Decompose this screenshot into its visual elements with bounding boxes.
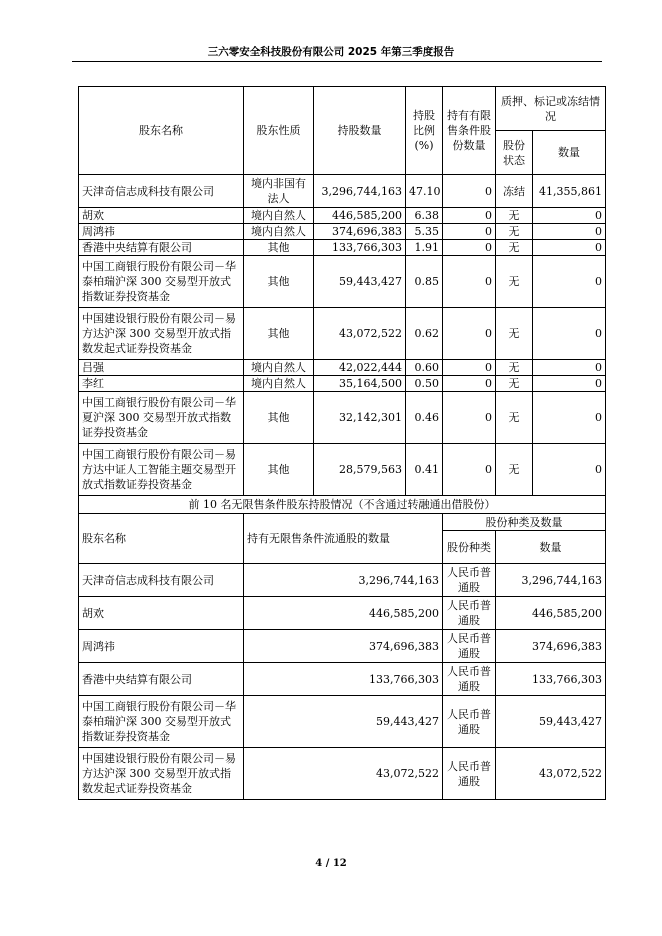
share-status-cell: 无: [496, 444, 533, 496]
unres-share-type-cell: 人民币普通股: [443, 696, 496, 748]
unrestricted-section-title-row: [79, 496, 606, 514]
shareholder-name-cell: 香港中央结算有限公司: [79, 240, 244, 256]
table-row: [79, 308, 606, 360]
share-ratio-cell: 0.60: [406, 360, 443, 376]
unres-quantity-cell: 446,585,200: [244, 597, 443, 630]
pledge-quantity-cell: 41,355,861: [533, 175, 606, 208]
pledge-quantity-cell: 0: [533, 308, 606, 360]
unres-shareholder-name-cell: 胡欢: [79, 597, 244, 630]
share-quantity-cell: 133,766,303: [314, 240, 406, 256]
shareholder-name-cell: 天津奇信志成科技有限公司: [79, 175, 244, 208]
unres-share-type-cell: 人民币普通股: [443, 663, 496, 696]
share-quantity-cell: 3,296,744,163: [314, 175, 406, 208]
unres-header-share-type: 股份种类: [443, 531, 496, 564]
header-divider: [72, 61, 602, 62]
header-pledge-group: 质押、标记或冻结情况: [496, 87, 606, 131]
unres-share-type-cell: 人民币普通股: [443, 748, 496, 800]
table-row: [79, 663, 606, 696]
share-ratio-cell: 0.46: [406, 392, 443, 444]
shareholder-nature-cell: 其他: [244, 240, 314, 256]
unres-type-quantity-cell: 133,766,303: [496, 663, 606, 696]
share-status-cell: 无: [496, 240, 533, 256]
share-ratio-cell: 0.50: [406, 376, 443, 392]
unres-shareholder-name-cell: 周鸿祎: [79, 630, 244, 663]
table-row: [79, 240, 606, 256]
shareholder-name-cell: 周鸿祎: [79, 224, 244, 240]
table-row: [79, 748, 606, 800]
header-share-quantity: 持股数量: [314, 87, 406, 175]
share-ratio-cell: 6.38: [406, 208, 443, 224]
unres-type-quantity-cell: 59,443,427: [496, 696, 606, 748]
unres-quantity-cell: 3,296,744,163: [244, 564, 443, 597]
table-row: [79, 256, 606, 308]
page-number: 4 / 12: [315, 858, 347, 869]
unrestricted-section-title: 前 10 名无限售条件股东持股情况（不含通过转融通出借股份）: [79, 496, 606, 514]
shareholder-name-cell: 李红: [79, 376, 244, 392]
table-row: [79, 208, 606, 224]
restricted-shares-cell: 0: [443, 175, 496, 208]
unres-quantity-cell: 374,696,383: [244, 630, 443, 663]
pledge-quantity-cell: 0: [533, 208, 606, 224]
share-ratio-cell: 0.62: [406, 308, 443, 360]
share-quantity-cell: 374,696,383: [314, 224, 406, 240]
table-row: [79, 630, 606, 663]
shareholder-nature-cell: 其他: [244, 308, 314, 360]
top10-header-row-1: [79, 87, 606, 131]
unrestricted-header-row-1: [79, 514, 606, 531]
share-quantity-cell: 43,072,522: [314, 308, 406, 360]
header-ratio-line1: 持股: [413, 109, 435, 122]
pledge-quantity-cell: 0: [533, 224, 606, 240]
shareholder-name-cell: 中国工商银行股份有限公司－易方达中证人工智能主题交易型开放式指数证券投资基金: [79, 444, 244, 496]
share-ratio-cell: 5.35: [406, 224, 443, 240]
restricted-shares-cell: 0: [443, 224, 496, 240]
pledge-quantity-cell: 0: [533, 376, 606, 392]
table-row: [79, 376, 606, 392]
restricted-shares-cell: 0: [443, 392, 496, 444]
shareholder-nature-cell: 其他: [244, 256, 314, 308]
share-quantity-cell: 28,579,563: [314, 444, 406, 496]
share-status-cell: 无: [496, 224, 533, 240]
restricted-shares-cell: 0: [443, 240, 496, 256]
restricted-shares-cell: 0: [443, 360, 496, 376]
share-ratio-cell: 47.10: [406, 175, 443, 208]
shareholder-nature-cell: 境内自然人: [244, 376, 314, 392]
unres-share-type-cell: 人民币普通股: [443, 630, 496, 663]
header-share-ratio: [406, 87, 443, 175]
shareholder-name-cell: 中国建设银行股份有限公司－易方达沪深 300 交易型开放式指数发起式证券投资基金: [79, 308, 244, 360]
pledge-quantity-cell: 0: [533, 256, 606, 308]
shareholder-name-cell: 中国工商银行股份有限公司－华夏沪深 300 交易型开放式指数证券投资基金: [79, 392, 244, 444]
unres-quantity-cell: 43,072,522: [244, 748, 443, 800]
unres-header-type-quantity: 数量: [496, 531, 606, 564]
share-ratio-cell: 0.41: [406, 444, 443, 496]
share-quantity-cell: 42,022,444: [314, 360, 406, 376]
header-shareholder-name: 股东名称: [79, 87, 244, 175]
share-status-cell: 无: [496, 256, 533, 308]
shareholder-nature-cell: 其他: [244, 444, 314, 496]
header-ratio-line3: (%): [414, 139, 434, 152]
unres-shareholder-name-cell: 中国建设银行股份有限公司－易方达沪深 300 交易型开放式指数发起式证券投资基金: [79, 748, 244, 800]
header-pledge-quantity: 数量: [533, 131, 606, 175]
shareholder-nature-cell: 其他: [244, 392, 314, 444]
restricted-shares-cell: 0: [443, 208, 496, 224]
share-status-cell: 冻结: [496, 175, 533, 208]
header-shareholder-nature: 股东性质: [244, 87, 314, 175]
unres-quantity-cell: 59,443,427: [244, 696, 443, 748]
shareholder-name-cell: 胡欢: [79, 208, 244, 224]
unres-header-shareholder-name: 股东名称: [79, 514, 244, 564]
shareholder-table: [78, 86, 606, 800]
shareholder-name-cell: 吕强: [79, 360, 244, 376]
pledge-quantity-cell: 0: [533, 360, 606, 376]
shareholder-nature-cell: 境内自然人: [244, 360, 314, 376]
share-quantity-cell: 35,164,500: [314, 376, 406, 392]
shareholder-nature-cell: 境内自然人: [244, 208, 314, 224]
share-quantity-cell: 446,585,200: [314, 208, 406, 224]
shareholder-nature-cell: 境内非国有法人: [244, 175, 314, 208]
unres-share-type-cell: 人民币普通股: [443, 597, 496, 630]
table-row: [79, 564, 606, 597]
unres-type-quantity-cell: 3,296,744,163: [496, 564, 606, 597]
table-row: [79, 175, 606, 208]
unres-type-quantity-cell: 374,696,383: [496, 630, 606, 663]
unres-shareholder-name-cell: 香港中央结算有限公司: [79, 663, 244, 696]
unres-type-quantity-cell: 43,072,522: [496, 748, 606, 800]
pledge-quantity-cell: 0: [533, 444, 606, 496]
unres-type-quantity-cell: 446,585,200: [496, 597, 606, 630]
header-ratio-line2: 比例: [413, 124, 435, 137]
unres-header-quantity: 持有无限售条件流通股的数量: [244, 514, 443, 564]
shareholder-name-cell: 中国工商银行股份有限公司－华泰柏瑞沪深 300 交易型开放式指数证券投资基金: [79, 256, 244, 308]
share-quantity-cell: 32,142,301: [314, 392, 406, 444]
share-ratio-cell: 1.91: [406, 240, 443, 256]
table-row: [79, 444, 606, 496]
header-restricted-shares: 持有有限售条件股份数量: [443, 87, 496, 175]
table-row: [79, 696, 606, 748]
page-header-title: 三六零安全科技股份有限公司 2025 年第三季度报告: [207, 46, 455, 58]
unres-quantity-cell: 133,766,303: [244, 663, 443, 696]
table-row: [79, 360, 606, 376]
share-status-cell: 无: [496, 360, 533, 376]
pledge-quantity-cell: 0: [533, 392, 606, 444]
unres-header-type-group: 股份种类及数量: [443, 514, 606, 531]
restricted-shares-cell: 0: [443, 308, 496, 360]
share-status-cell: 无: [496, 392, 533, 444]
share-status-cell: 无: [496, 376, 533, 392]
unres-shareholder-name-cell: 中国工商银行股份有限公司－华泰柏瑞沪深 300 交易型开放式指数证券投资基金: [79, 696, 244, 748]
share-quantity-cell: 59,443,427: [314, 256, 406, 308]
restricted-shares-cell: 0: [443, 256, 496, 308]
share-status-cell: 无: [496, 208, 533, 224]
table-row: [79, 392, 606, 444]
unres-share-type-cell: 人民币普通股: [443, 564, 496, 597]
restricted-shares-cell: 0: [443, 376, 496, 392]
shareholder-nature-cell: 境内自然人: [244, 224, 314, 240]
header-share-status: 股份状态: [496, 131, 533, 175]
restricted-shares-cell: 0: [443, 444, 496, 496]
share-status-cell: 无: [496, 308, 533, 360]
unres-shareholder-name-cell: 天津奇信志成科技有限公司: [79, 564, 244, 597]
table-row: [79, 597, 606, 630]
share-ratio-cell: 0.85: [406, 256, 443, 308]
table-row: [79, 224, 606, 240]
pledge-quantity-cell: 0: [533, 240, 606, 256]
